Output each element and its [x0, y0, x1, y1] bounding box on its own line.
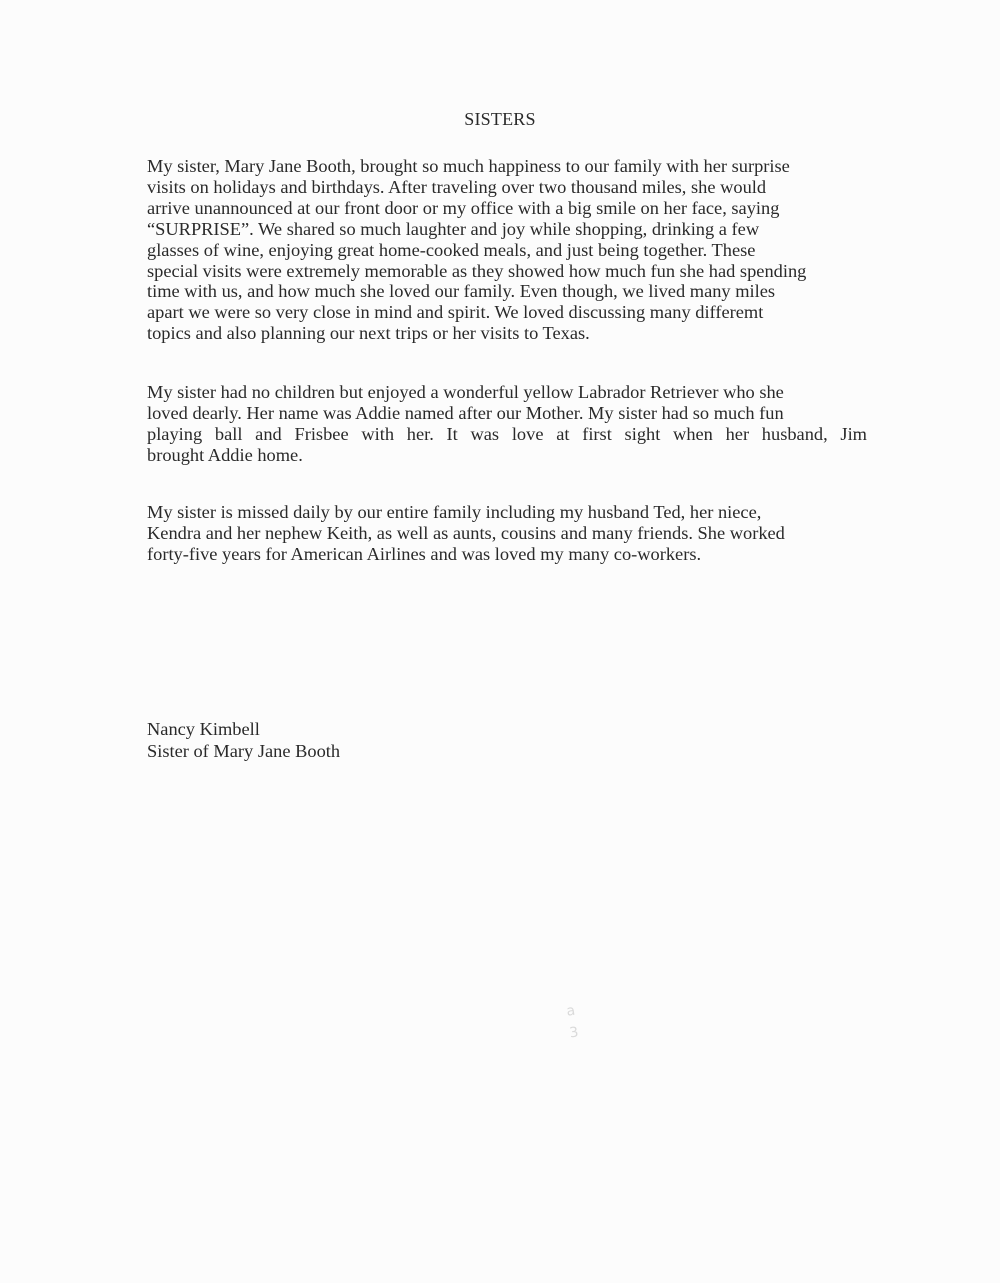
paragraph-line: arrive unannounced at our front door or my office with a big smile on her face, saying [147, 197, 780, 218]
paragraph-line: loved dearly. Her name was Addie named after our Mother. My sister had so much fun [147, 402, 784, 423]
paragraph-line: time with us, and how much she loved our family. Even though, we lived many miles [147, 281, 776, 302]
page-mark: 3 [568, 1024, 580, 1042]
paragraph-line: My sister is missed daily by our entire family including my husband Ted, her niece, [147, 502, 762, 522]
paragraph-3 [147, 502, 867, 565]
paragraph-line: forty-five years for American Airlines and was loved my many co-workers. [147, 543, 702, 564]
paragraph-2 [147, 382, 867, 466]
paragraph-line: apart we were so very close in mind and spirit. We loved discussing many differemt [147, 302, 764, 323]
paragraph-line: special visits were extremely memorable as they showed how much fun she had spending [147, 260, 807, 281]
signature-relation: Sister of Mary Jane Booth [147, 741, 341, 761]
signature-name: Nancy Kimbell [147, 719, 260, 739]
paragraph-line: topics and also planning our next trips or her visits to Texas. [147, 323, 590, 344]
faint-page-marks [565, 1000, 580, 1045]
paragraph-line: “SURPRISE”. We shared so much laughter and joy while shopping, drinking a few [147, 218, 760, 239]
document-title: SISTERS [464, 109, 536, 129]
signature-block [147, 718, 340, 762]
paragraph-line: playing ball and Frisbee with her. It was love at first sight when her husband, Jim [147, 423, 867, 444]
paragraph-line: visits on holidays and birthdays. After traveling over two thousand miles, she would [147, 176, 767, 197]
paragraph-line: My sister, Mary Jane Booth, brought so much happiness to our family with her surprise [147, 156, 790, 176]
paragraph-1 [147, 156, 867, 344]
paragraph-line: Kendra and her nephew Keith, as well as aunts, cousins and many friends. She worked [147, 522, 785, 543]
paragraph-line: My sister had no children but enjoyed a wonderful yellow Labrador Retriever who she [147, 382, 784, 402]
page-mark: a [565, 1002, 577, 1020]
paragraph-line: glasses of wine, enjoying great home-cooked meals, and just being together. These [147, 239, 756, 260]
paragraph-line: brought Addie home. [147, 444, 303, 465]
